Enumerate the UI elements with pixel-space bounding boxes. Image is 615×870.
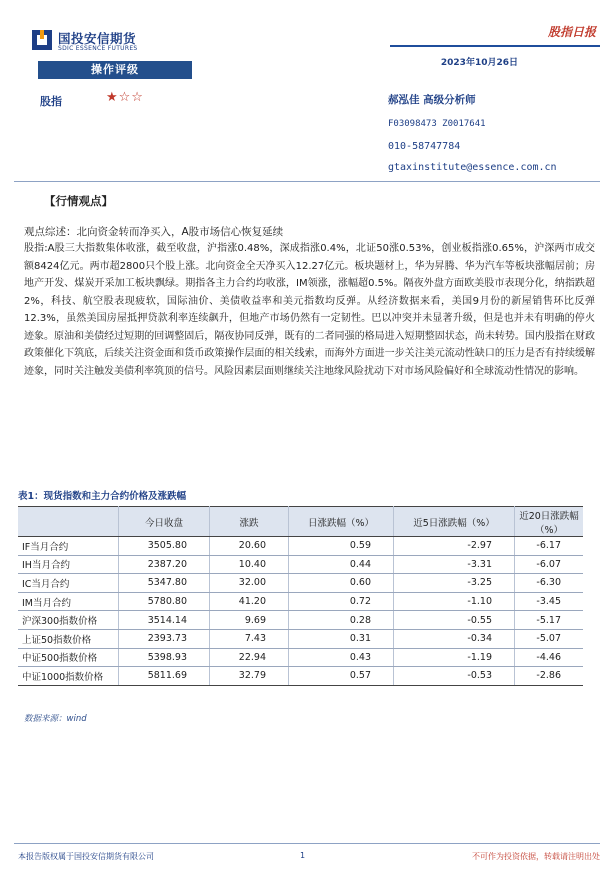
twenty-day-pct: -4.46: [515, 648, 584, 667]
twenty-day-pct: -5.17: [515, 611, 584, 630]
table-row: [18, 555, 583, 574]
table-header-cell: 近5日涨跌幅（%）: [394, 507, 515, 537]
five-day-pct: -0.53: [394, 667, 515, 686]
analyst-certificate: F03098473 Z0017641: [388, 119, 486, 129]
twenty-day-pct: -3.45: [515, 592, 584, 611]
analyst-phone: 010-58747784: [388, 141, 461, 152]
daily-pct: 0.44: [289, 555, 394, 574]
page-number: 1: [300, 851, 306, 860]
table-row: [18, 667, 583, 686]
summary-line: 观点综述：北向资金转而净买入，A股市场信心恢复延续: [24, 226, 284, 238]
table-row: [18, 629, 583, 648]
footer-rule: [14, 843, 600, 844]
row-label: 中证1000指数价格: [18, 667, 119, 686]
table-header-cell: 今日收盘: [119, 507, 210, 537]
rating-banner: 操作评级: [38, 61, 192, 79]
header-rule: [390, 45, 600, 47]
daily-pct: 0.31: [289, 629, 394, 648]
change: 10.40: [210, 555, 289, 574]
five-day-pct: -3.25: [394, 574, 515, 593]
divider: [14, 181, 600, 182]
table-header-row: [18, 507, 583, 537]
analyst-email[interactable]: gtaxinstitute@essence.com.cn: [388, 162, 557, 173]
close-price: 5398.93: [119, 648, 210, 667]
twenty-day-pct: -6.17: [515, 537, 584, 556]
table-header-cell: 日涨跌幅（%）: [289, 507, 394, 537]
table-row: [18, 574, 583, 593]
five-day-pct: -0.55: [394, 611, 515, 630]
table-caption: 表1：现货指数和主力合约价格及涨跌幅: [18, 491, 187, 502]
close-price: 3514.14: [119, 611, 210, 630]
close-price: 2387.20: [119, 555, 210, 574]
change: 20.60: [210, 537, 289, 556]
table-row: [18, 592, 583, 611]
table-header-cell: [18, 507, 119, 537]
price-table: [18, 506, 583, 686]
company-name-en: SDIC ESSENCE FUTURES: [58, 45, 138, 52]
five-day-pct: -1.19: [394, 648, 515, 667]
market-commentary: 股指:A股三大指数集体收涨，截至收盘，沪指涨0.48%，深成指涨0.4%，北证50涨0.53%，创业板指涨0.65%，沪深两市成交额8424亿元。两市超2800只个股上涨。北向资金全天净买入12.27亿元。板块题材上，华为昇腾、华为汽车等板块涨幅居前；房地产开发、煤炭开采加工板块飘绿。期指各主力合约均收涨，IM领涨，涨幅超0.5%。隔夜外盘方面欧美股市表现分化，纳指跌超2%，科技、航空股表现疲软，国际油价、美债收益率和美元指数均反弹。从经济数据来看，美国9月份的新屋销售环比反弹12.3%，虽然美国房屋抵押贷款利率连续飙升，但地产市场仍然有一定韧性。巴以冲突并未显著升级，但是也并未有明确的停火迹象。原油和美债经过短期的回调整固后，隔夜协同反弹，既有的二者同强的格局进入短期整固状态，尚未转势。国内股指在财政政策催化下筑底，后续关注资金面和货币政策操作层面的相关线索，而海外方面进一步关注美元流动性缺口的压力是否有持续缓解迹象，同时关注触发美债利率筑顶的信号。风险因素层面则继续关注地缘风险扰动下对市场风险偏好和全球流动性情况的影响。: [24, 243, 595, 377]
change: 9.69: [210, 611, 289, 630]
copyright-notice: 本报告版权属于国投安信期货有限公司: [18, 852, 154, 861]
data-source: 数据来源：wind: [24, 714, 87, 724]
five-day-pct: -1.10: [394, 592, 515, 611]
company-name-cn: 国投安信期货: [58, 31, 137, 46]
close-price: 5347.80: [119, 574, 210, 593]
table-row: [18, 611, 583, 630]
daily-pct: 0.72: [289, 592, 394, 611]
twenty-day-pct: -6.30: [515, 574, 584, 593]
close-price: 5811.69: [119, 667, 210, 686]
change: 7.43: [210, 629, 289, 648]
report-date: 2023年10月26日: [440, 58, 518, 68]
daily-pct: 0.57: [289, 667, 394, 686]
row-label: 中证500指数价格: [18, 648, 119, 667]
daily-pct: 0.59: [289, 537, 394, 556]
five-day-pct: -0.34: [394, 629, 515, 648]
change: 32.00: [210, 574, 289, 593]
daily-pct: 0.43: [289, 648, 394, 667]
table-header-cell: 近20日涨跌幅（%）: [515, 507, 584, 537]
rating-stars: ★☆☆: [106, 90, 144, 105]
table-row: [18, 537, 583, 556]
row-label: 沪深300指数价格: [18, 611, 119, 630]
disclaimer: 不可作为投资依据，转载请注明出处: [472, 852, 600, 861]
table-header-cell: 涨跌: [210, 507, 289, 537]
report-type: 股指日报: [547, 25, 596, 39]
twenty-day-pct: -2.86: [515, 667, 584, 686]
five-day-pct: -3.31: [394, 555, 515, 574]
twenty-day-pct: -5.07: [515, 629, 584, 648]
section-title: 【行情观点】: [44, 194, 113, 208]
category-label: 股指: [40, 95, 62, 108]
change: 41.20: [210, 592, 289, 611]
five-day-pct: -2.97: [394, 537, 515, 556]
row-label: IF当月合约: [18, 537, 119, 556]
close-price: 2393.73: [119, 629, 210, 648]
daily-pct: 0.60: [289, 574, 394, 593]
row-label: IH当月合约: [18, 555, 119, 574]
row-label: 上证50指数价格: [18, 629, 119, 648]
change: 22.94: [210, 648, 289, 667]
company-logo-icon: [32, 30, 52, 50]
row-label: IM当月合约: [18, 592, 119, 611]
analyst-name: 郝泓佳 高级分析师: [388, 94, 476, 106]
daily-pct: 0.28: [289, 611, 394, 630]
change: 32.79: [210, 667, 289, 686]
close-price: 3505.80: [119, 537, 210, 556]
twenty-day-pct: -6.07: [515, 555, 584, 574]
table-row: [18, 648, 583, 667]
close-price: 5780.80: [119, 592, 210, 611]
row-label: IC当月合约: [18, 574, 119, 593]
